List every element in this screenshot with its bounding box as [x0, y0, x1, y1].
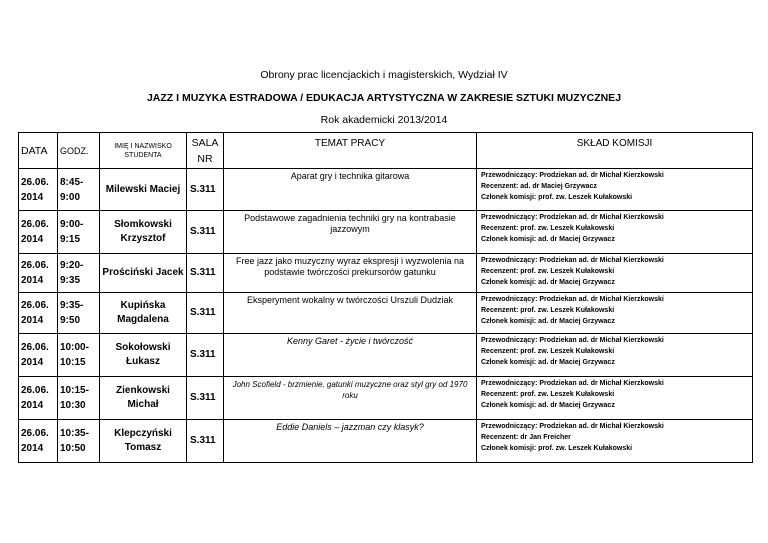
committee-chair: Przewodniczący: Prodziekan ad. dr Michał Kierzkowski [481, 380, 664, 387]
cell-topic: Kenny Garet - życie i twórczość [224, 334, 477, 377]
header-date: DATA [19, 133, 58, 169]
table-row [19, 293, 753, 334]
cell-student-name: Kupińska Magdalena [100, 293, 187, 334]
cell-committee [477, 293, 753, 334]
cell-student-name: Zienkowski Michał [100, 377, 187, 420]
cell-date: 26.06. 2014 [19, 420, 58, 463]
cell-date: 26.06. 2014 [19, 293, 58, 334]
committee-reviewer: Recenzent: dr Jan Freicher [481, 434, 571, 441]
committee-member: Członek komisji: ad. dr Maciej Grzywacz [481, 279, 615, 286]
committee-chair: Przewodniczący: Prodziekan ad. dr Michał Kierzkowski [481, 337, 664, 344]
academic-year: Rok akademicki 2013/2014 [320, 114, 448, 126]
committee-member: Członek komisji: ad. dr Maciej Grzywacz [481, 318, 615, 325]
cell-time: 9:00- 9:15 [58, 211, 100, 254]
committee-member: Członek komisji: ad. dr Maciej Grzywacz [481, 402, 615, 409]
cell-room: S.311 [187, 293, 224, 334]
committee-reviewer: Recenzent: prof. zw. Leszek Kułakowski [481, 268, 615, 275]
cell-room: S.311 [187, 420, 224, 463]
cell-student-name: Sokołowski Łukasz [100, 334, 187, 377]
cell-date: 26.06. 2014 [19, 169, 58, 211]
cell-student-name: Milewski Maciej [100, 169, 187, 211]
committee-reviewer: Recenzent: prof. zw. Leszek Kułakowski [481, 225, 615, 232]
committee-reviewer: Recenzent: ad. dr Maciej Grzywacz [481, 183, 597, 190]
cell-room: S.311 [187, 254, 224, 293]
committee-chair: Przewodniczący: Prodziekan ad. dr Michał Kierzkowski [481, 214, 664, 221]
committee-reviewer: Recenzent: prof. zw. Leszek Kułakowski [481, 307, 615, 314]
cell-date: 26.06. 2014 [19, 377, 58, 420]
cell-topic: Eddie Daniels – jazzman czy klasyk? [224, 420, 477, 463]
header-topic: TEMAT PRACY [224, 133, 477, 169]
faculty-subtitle: JAZZ I MUZYKA ESTRADOWA / EDUKACJA ARTYSTYCZNA W ZAKRESIE SZTUKI MUZYCZNEJ [146, 92, 622, 104]
defense-schedule-table [18, 132, 753, 463]
cell-time: 10:00- 10:15 [58, 334, 100, 377]
table-row [19, 377, 753, 420]
committee-reviewer: Recenzent: prof. zw. Leszek Kułakowski [481, 391, 615, 398]
cell-topic: Eksperyment wokalny w twórczości Urszuli Dudziak [224, 293, 477, 334]
committee-chair: Przewodniczący: Prodziekan ad. dr Michał Kierzkowski [481, 296, 664, 303]
committee-member: Członek komisji: prof. zw. Leszek Kułakowski [481, 194, 633, 201]
cell-date: 26.06. 2014 [19, 254, 58, 293]
cell-committee [477, 169, 753, 211]
header-committee: SKŁAD KOMISJI [477, 133, 753, 169]
cell-time: 10:35- 10:50 [58, 420, 100, 463]
committee-chair: Przewodniczący: Prodziekan ad. dr Michał Kierzkowski [481, 172, 664, 179]
cell-student-name: Słomkowski Krzysztof [100, 211, 187, 254]
header-room: SALA NR [187, 133, 224, 169]
cell-committee [477, 377, 753, 420]
document-title: Obrony prac licencjackich i magisterskich, Wydział IV [260, 69, 508, 81]
cell-topic: Aparat gry i technika gitarowa [224, 169, 477, 211]
cell-time: 10:15- 10:30 [58, 377, 100, 420]
cell-time: 9:35- 9:50 [58, 293, 100, 334]
table-row [19, 334, 753, 377]
committee-chair: Przewodniczący: Prodziekan ad. dr Michał Kierzkowski [481, 257, 664, 264]
table-row [19, 169, 753, 211]
cell-room: S.311 [187, 169, 224, 211]
committee-reviewer: Recenzent: prof. zw. Leszek Kułakowski [481, 348, 615, 355]
cell-room: S.311 [187, 334, 224, 377]
cell-topic: John Scofield - brzmienie, gatunki muzyczne oraz styl gry od 1970 roku [224, 377, 477, 420]
cell-room: S.311 [187, 377, 224, 420]
table-row [19, 254, 753, 293]
table-row [19, 211, 753, 254]
cell-time: 9:20- 9:35 [58, 254, 100, 293]
committee-member: Członek komisji: ad. dr Maciej Grzywacz [481, 359, 615, 366]
table-header-row [19, 133, 753, 169]
cell-date: 26.06. 2014 [19, 211, 58, 254]
cell-committee [477, 254, 753, 293]
committee-member: Członek komisji: prof. zw. Leszek Kułakowski [481, 445, 633, 452]
cell-time: 8:45- 9:00 [58, 169, 100, 211]
cell-student-name: Klepczyński Tomasz [100, 420, 187, 463]
cell-topic: Podstawowe zagadnienia techniki gry na kontrabasie jazzowym [224, 211, 477, 254]
cell-committee [477, 334, 753, 377]
cell-date: 26.06. 2014 [19, 334, 58, 377]
cell-committee [477, 211, 753, 254]
committee-member: Członek komisji: ad. dr Maciej Grzywacz [481, 236, 615, 243]
table-row [19, 420, 753, 463]
cell-topic: Free jazz jako muzyczny wyraz ekspresji i wyzwolenia na podstawie twórczości prekursorów gatunku [224, 254, 477, 293]
cell-student-name: Prościński Jacek [100, 254, 187, 293]
cell-committee [477, 420, 753, 463]
header-student: IMIĘ I NAZWISKO STUDENTA [100, 133, 187, 169]
committee-chair: Przewodniczący: Prodziekan ad. dr Michał Kierzkowski [481, 423, 664, 430]
header-time: GODZ. [58, 133, 100, 169]
cell-room: S.311 [187, 211, 224, 254]
